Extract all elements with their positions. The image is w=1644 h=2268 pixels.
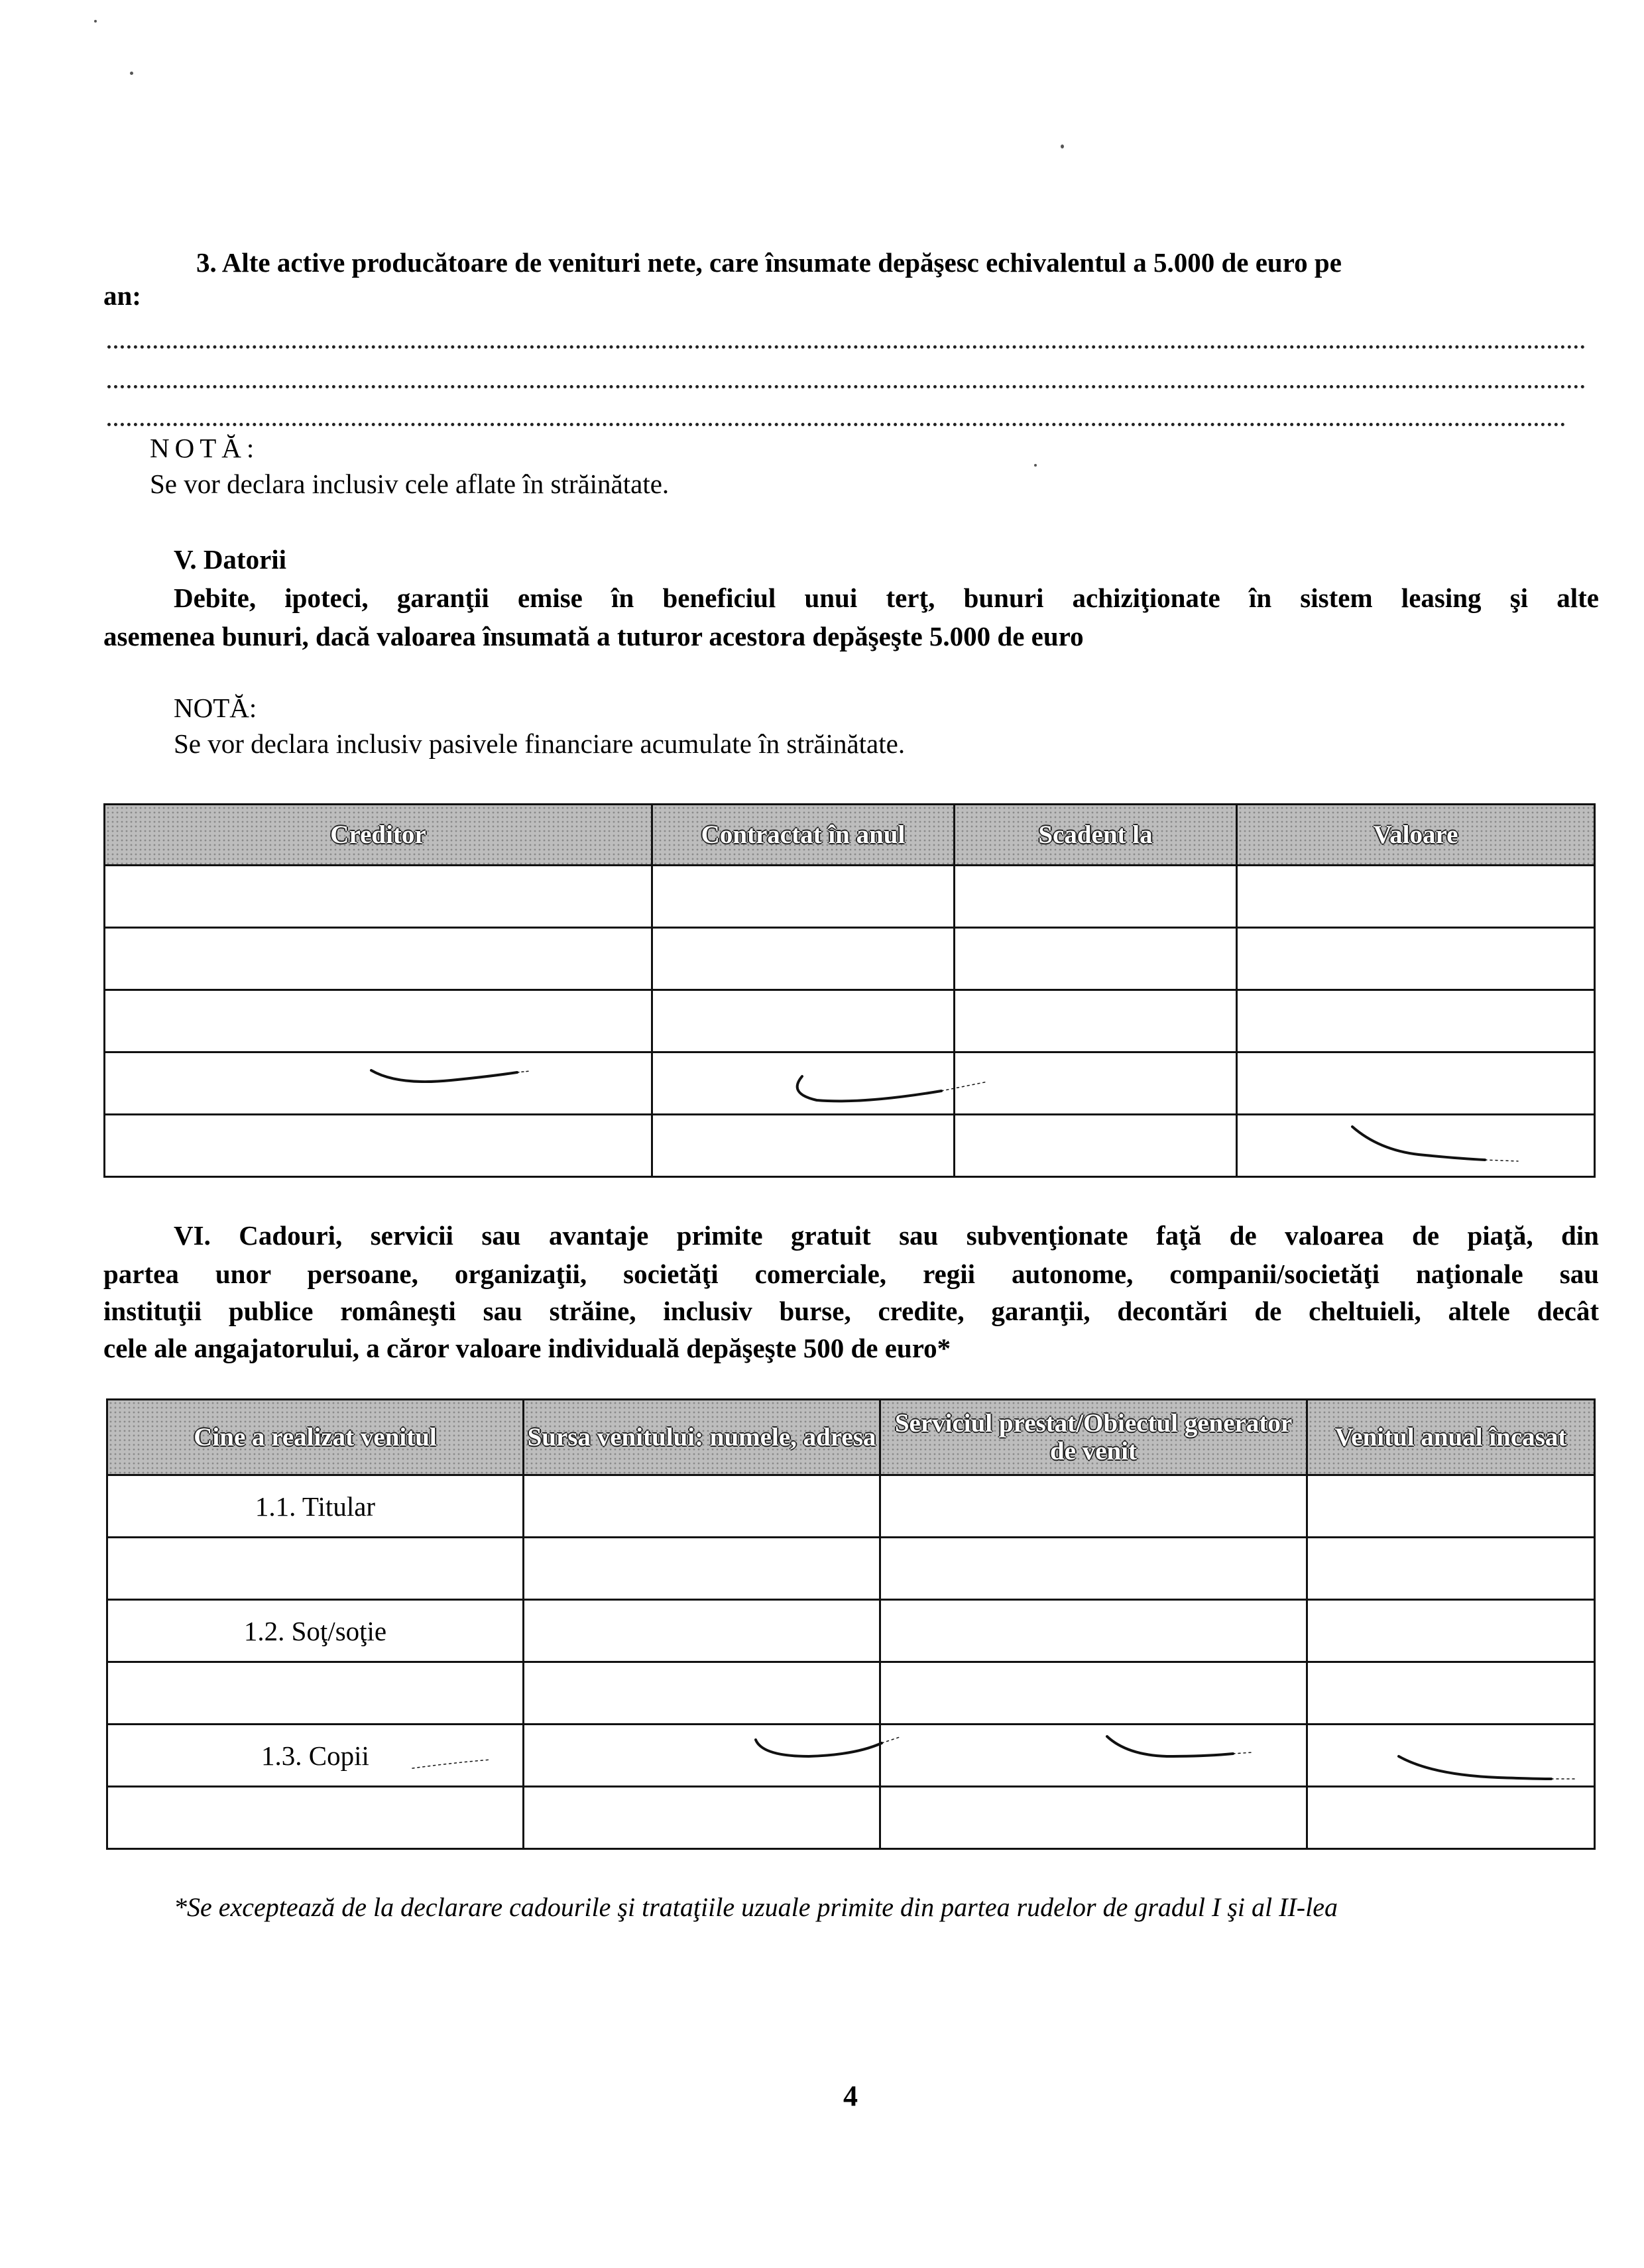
table-cell <box>524 1787 880 1849</box>
table-cell <box>107 1787 524 1849</box>
section5-text-line2: asemenea bunuri, dacă valoarea însumată a tuturor acestora depăşeşte 5.000 de euro <box>103 621 1084 652</box>
table-cell <box>107 1538 524 1600</box>
table-cell <box>107 1662 524 1725</box>
footnote: *Se exceptează de la declarare cadourile şi trataţiile uzuale primite din partea rudelor de gradul I şi al II-lea <box>174 1892 1338 1922</box>
table-cell <box>1307 1662 1595 1725</box>
table-cell <box>955 866 1237 928</box>
table-cell <box>524 1538 880 1600</box>
table-cell <box>880 1538 1307 1600</box>
debts-table <box>103 803 1596 1178</box>
header-value: Valoare <box>1237 805 1595 866</box>
header-annual-income: Venitul anual încasat <box>1307 1400 1595 1475</box>
table-cell <box>105 866 652 928</box>
table-cell <box>524 1475 880 1538</box>
table-cell <box>652 866 955 928</box>
gifts-table <box>106 1398 1596 1850</box>
table-cell <box>105 1115 652 1177</box>
dotted-fill-line <box>107 345 1586 349</box>
table-row <box>107 1600 1595 1662</box>
section5-note-text: Se vor declara inclusiv pasivele financiare acumulate în străinătate. <box>174 728 906 759</box>
table-row <box>107 1725 1595 1787</box>
table-cell <box>1307 1475 1595 1538</box>
table-cell <box>955 928 1237 990</box>
table-cell <box>1307 1600 1595 1662</box>
header-creditor: Creditor <box>105 805 652 866</box>
table-cell <box>1237 866 1595 928</box>
section6-text-line3: instituţii publice româneşti sau străine, inclusiv burse, credite, garanţii, decontări de cheltuieli, altele decât <box>103 1296 1599 1326</box>
scan-speck <box>1034 464 1037 467</box>
table-cell <box>652 928 955 990</box>
table-row <box>105 866 1595 928</box>
scan-speck <box>130 72 133 75</box>
table-cell <box>524 1600 880 1662</box>
section5-heading: V. Datorii <box>174 544 287 575</box>
page-number: 4 <box>843 2080 858 2112</box>
section3-note-text: Se vor declara inclusiv cele aflate în străinătate. <box>150 469 670 499</box>
scan-speck <box>94 20 97 23</box>
section3-number: 3. <box>196 247 217 278</box>
section5-note-title: NOTĂ: <box>174 693 257 723</box>
header-contracted-year: Contractat în anul <box>652 805 955 866</box>
table-row <box>105 1052 1595 1115</box>
debts-table-header-row <box>105 805 1595 866</box>
table-cell <box>1237 990 1595 1052</box>
section3-line2: an: <box>103 280 141 311</box>
table-cell <box>1237 1115 1595 1177</box>
table-cell <box>1237 928 1595 990</box>
dotted-fill-line <box>107 385 1586 388</box>
table-row <box>107 1475 1595 1538</box>
table-row <box>105 990 1595 1052</box>
table-row <box>107 1538 1595 1600</box>
table-cell <box>1307 1538 1595 1600</box>
table-cell <box>524 1725 880 1787</box>
table-cell <box>880 1725 1307 1787</box>
table-cell <box>955 1052 1237 1115</box>
header-who-earned: Cine a realizat venitul <box>107 1400 524 1475</box>
table-row <box>105 1115 1595 1177</box>
section6-text-line4: cele ale angajatorului, a căror valoare individuală depăşeşte 500 de euro* <box>103 1333 951 1363</box>
header-income-source: Sursa venitului: numele, adresa <box>524 1400 880 1475</box>
table-cell <box>105 990 652 1052</box>
table-cell: 1.3. Copii <box>107 1725 524 1787</box>
dotted-fill-line <box>107 423 1566 426</box>
gifts-table-header-row <box>107 1400 1595 1475</box>
table-cell <box>1307 1787 1595 1849</box>
section6-text-line2: partea unor persoane, organizaţii, societăţi comerciale, regii autonome, companii/societăţi naţionale sau <box>103 1259 1599 1289</box>
section3-text: Alte active producătoare de venituri nete, care însumate depăşesc echivalentul a 5.000 de euro pe <box>221 247 1342 278</box>
table-cell <box>652 990 955 1052</box>
table-row <box>107 1662 1595 1725</box>
table-cell: 1.2. Soţ/soţie <box>107 1600 524 1662</box>
table-cell <box>880 1662 1307 1725</box>
table-cell: 1.1. Titular <box>107 1475 524 1538</box>
table-cell <box>1307 1725 1595 1787</box>
table-row <box>105 928 1595 990</box>
section3-note-title: NOTĂ: <box>150 433 260 463</box>
table-cell <box>652 1115 955 1177</box>
section3-line1 <box>196 244 1599 281</box>
table-row <box>107 1787 1595 1849</box>
table-cell <box>880 1600 1307 1662</box>
table-cell <box>105 928 652 990</box>
header-service-object: Serviciul prestat/Obiectul generator de venit <box>880 1400 1307 1475</box>
scan-speck <box>1061 144 1064 148</box>
table-cell <box>105 1052 652 1115</box>
table-cell <box>1237 1052 1595 1115</box>
table-cell <box>880 1475 1307 1538</box>
header-due-date: Scadent la <box>955 805 1237 866</box>
table-cell <box>880 1787 1307 1849</box>
table-cell <box>955 1115 1237 1177</box>
table-cell <box>524 1662 880 1725</box>
table-cell <box>652 1052 955 1115</box>
table-cell <box>955 990 1237 1052</box>
section6-text-line1: VI. Cadouri, servicii sau avantaje primite gratuit sau subvenţionate faţă de valoarea de piaţă, din <box>174 1220 1599 1251</box>
section5-text-line1: Debite, ipoteci, garanţii emise în beneficiul unui terţ, bunuri achiziţionate în sistem leasing şi alte <box>174 583 1599 613</box>
